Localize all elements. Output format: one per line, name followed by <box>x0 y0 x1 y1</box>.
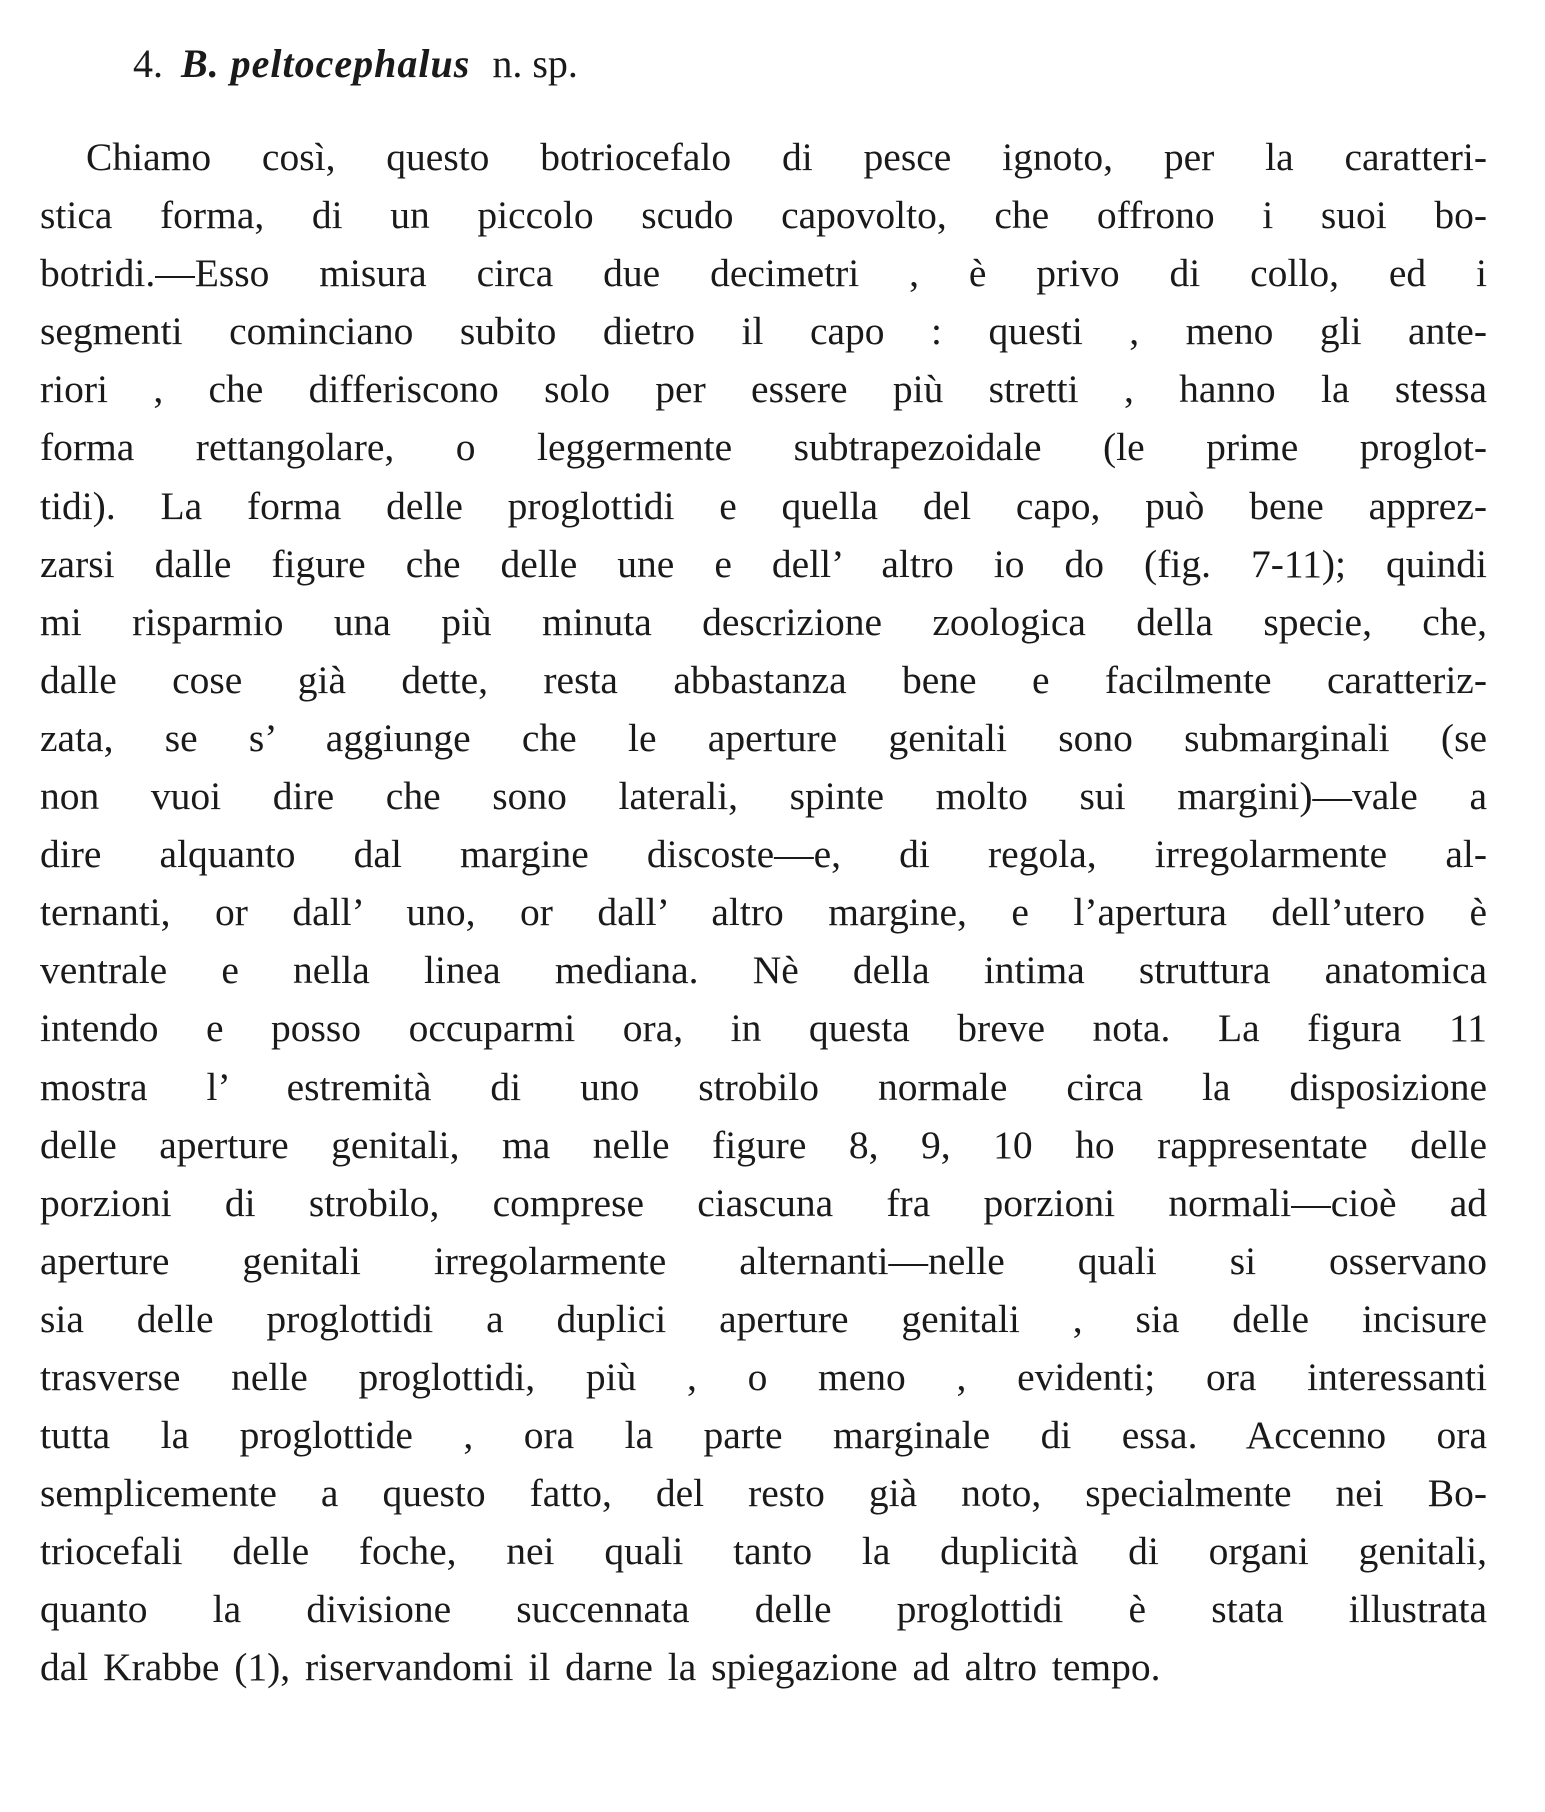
text-line: non vuoi dire che sono laterali, spinte molto sui margini)—vale a <box>40 774 1487 819</box>
species-name: B. peltocephalus <box>181 41 471 86</box>
text-line: mostra l’ estremità di uno strobilo normale circa la disposizione <box>40 1064 1487 1109</box>
text-line: quanto la divisione succennata delle proglottidi è stata illustrata <box>40 1587 1487 1632</box>
text-line: dal Krabbe (1), riservandomi il darne la spiegazione ad altro tempo. <box>40 1645 1161 1690</box>
text-line: mi risparmio una più minuta descrizione zoologica della specie, che, <box>40 599 1487 644</box>
text-line: ventrale e nella linea mediana. Nè della intima struttura anatomica <box>40 948 1487 993</box>
text-line: tutta la proglottide , ora la parte marginale di essa. Accenno ora <box>40 1413 1487 1458</box>
text-line: segmenti cominciano subito dietro il capo : questi , meno gli ante- <box>40 309 1487 354</box>
text-line: forma rettangolare, o leggermente subtrapezoidale (le prime proglot- <box>40 425 1487 470</box>
text-line: zata, se s’ aggiunge che le aperture genitali sono submarginali (se <box>40 715 1487 760</box>
text-line: botridi.—Esso misura circa due decimetri , è privo di collo, ed i <box>40 251 1487 296</box>
text-line: zarsi dalle figure che delle une e dell’ altro io do (fig. 7-11); quindi <box>40 541 1487 586</box>
text-line: riori , che differiscono solo per essere più stretti , hanno la stessa <box>40 367 1487 412</box>
body-paragraph <box>40 128 1487 1697</box>
text-line: tidi). La forma delle proglottidi e quella del capo, può bene apprez- <box>40 483 1487 528</box>
text-line: intendo e posso occuparmi ora, in questa breve nota. La figura 11 <box>40 1006 1487 1051</box>
text-line: trasverse nelle proglottidi, più , o meno , evidenti; ora interessanti <box>40 1354 1487 1399</box>
text-line: ternanti, or dall’ uno, or dall’ altro margine, e l’apertura dell’utero è <box>40 890 1487 935</box>
text-line: semplicemente a questo fatto, del resto già noto, specialmente nei Bo- <box>40 1471 1487 1516</box>
text-line: porzioni di strobilo, comprese ciascuna fra porzioni normali—cioè ad <box>40 1180 1487 1225</box>
species-note: n. sp. <box>492 41 578 86</box>
section-heading <box>133 40 578 87</box>
text-line: triocefali delle foche, nei quali tanto la duplicità di organi genitali, <box>40 1529 1487 1574</box>
text-line: Chiamo così, questo botriocefalo di pesce ignoto, per la caratteri- <box>86 135 1487 179</box>
section-number: 4. <box>133 41 163 86</box>
text-line: delle aperture genitali, ma nelle figure 8, 9, 10 ho rappresentate delle <box>40 1122 1487 1167</box>
text-line: aperture genitali irregolarmente alternanti—nelle quali si osservano <box>40 1238 1487 1283</box>
text-line: dalle cose già dette, resta abbastanza bene e facilmente caratteriz- <box>40 657 1487 702</box>
text-line: stica forma, di un piccolo scudo capovolto, che offrono i suoi bo- <box>40 193 1487 238</box>
text-line: dire alquanto dal margine discoste—e, di regola, irregolarmente al- <box>40 832 1487 877</box>
text-line: sia delle proglottidi a duplici aperture genitali , sia delle incisure <box>40 1296 1487 1341</box>
